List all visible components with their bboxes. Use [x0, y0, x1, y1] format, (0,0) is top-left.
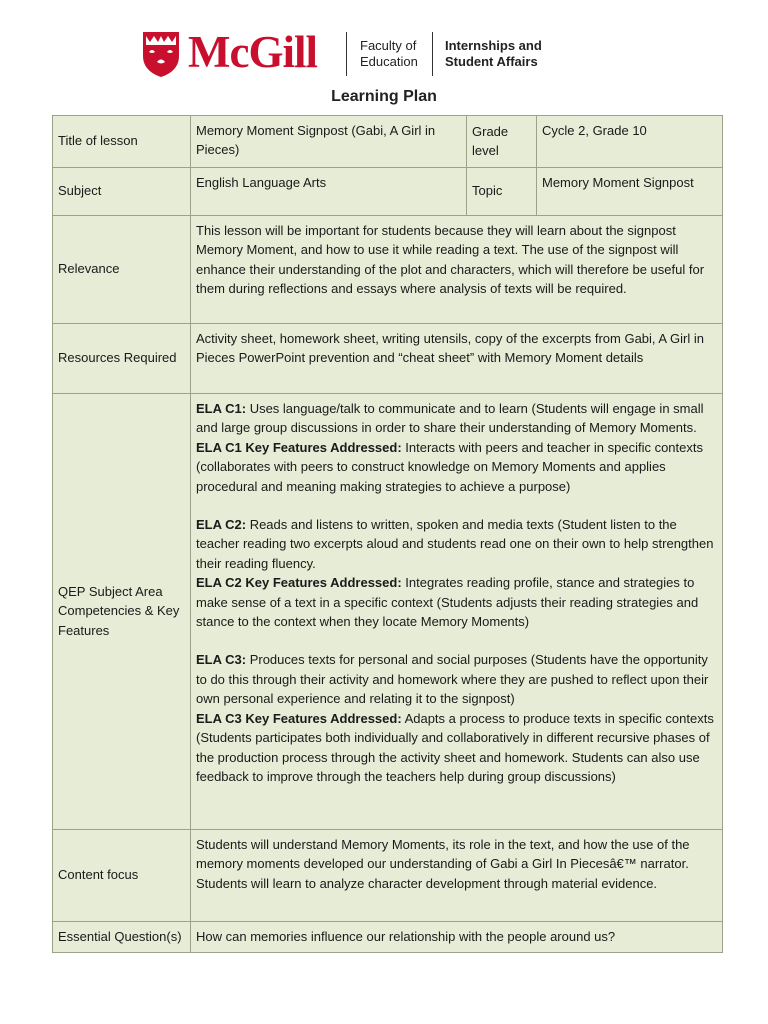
faculty-name — [360, 38, 418, 70]
ela-c3-heading: ELA C3: — [196, 652, 247, 668]
ela-c3 — [196, 650, 716, 708]
ela-c1-text: Uses language/talk to communicate and to learn (Students will engage in small and large group discussions in order to share their understanding of Memory Moments. — [196, 401, 704, 436]
table-row — [53, 116, 723, 168]
unit-line-1: Internships and — [445, 38, 542, 53]
spacer — [196, 631, 716, 650]
topic-label: Topic — [467, 168, 537, 216]
ela-c2-key-features — [196, 573, 716, 631]
essential-question-label: Essential Question(s) — [53, 922, 191, 953]
ela-c3-key-features — [196, 709, 716, 787]
faculty-line-2: Education — [360, 54, 418, 69]
ela-c1-kf-text: Interacts with peers and teacher in specific contexts (collaborates with peers to construct knowledge on Memory Moments and applies procedural and meaning making strategies to achieve a purpose) — [196, 439, 703, 494]
ela-c2-text: Reads and listens to written, spoken and media texts (Student listen to the teacher reading two excerpts aloud and students read one on their own to help strengthen their reading fluency. — [196, 517, 714, 571]
divider — [432, 32, 433, 76]
grade-level-label: Grade level — [467, 116, 537, 168]
table-row — [53, 394, 723, 830]
ela-c2-heading: ELA C2: — [196, 517, 247, 533]
ela-c2-kf-heading: ELA C2 Key Features Addressed: — [196, 575, 402, 591]
table-row — [53, 922, 723, 953]
qep-value — [191, 394, 723, 830]
brand-wordmark: McGill — [188, 27, 317, 77]
mcgill-crest-icon — [142, 30, 180, 78]
page-title: Learning Plan — [331, 88, 437, 105]
qep-label: QEP Subject Area Competencies & Key Features — [53, 394, 191, 830]
relevance-label: Relevance — [53, 216, 191, 324]
content-focus-value: Students will understand Memory Moments, its role in the text, and how the use of the memory moments developed our understanding of Gabi a Girl In Piecesâ€™ narrator. Students will learn to analyze character development through material evidence. — [191, 830, 723, 922]
essential-question-value: How can memories influence our relationship with the people around us? — [191, 922, 723, 953]
header — [142, 26, 622, 82]
resources-value: Activity sheet, homework sheet, writing utensils, copy of the excerpts from Gabi, A Girl in Pieces PowerPoint prevention and “cheat sheet” with Memory Moment details — [191, 324, 723, 394]
spacer — [196, 496, 716, 515]
ela-c2-kf-text: Integrates reading profile, stance and strategies to make sense of a text in a specific context (Students adjusts their reading strategies and stance to the context when they locate Memory Moments) — [196, 575, 699, 630]
divider — [346, 32, 347, 76]
ela-c3-text: Produces texts for personal and social purposes (Students have the opportunity to do this through their activity and homework where they are pushed to reflect upon their own personal experience and relating it to the signpost) — [196, 652, 709, 707]
learning-plan-table — [52, 115, 723, 953]
table-row — [53, 324, 723, 394]
table-row — [53, 216, 723, 324]
unit-name — [445, 38, 542, 70]
ela-c2 — [196, 515, 716, 573]
ela-c1-heading: ELA C1: — [196, 401, 247, 416]
grade-level-value: Cycle 2, Grade 10 — [537, 116, 723, 168]
ela-c1-kf-heading: ELA C1 Key Features Addressed: — [196, 439, 402, 455]
ela-c1-key-features — [196, 438, 716, 496]
table-row — [53, 168, 723, 216]
relevance-value: This lesson will be important for students because they will learn about the signpost Memory Moment, and how to use it while reading a text. The use of the signpost will enhance their understanding of the plot and characters, which will therefore be useful for them during reflections and essays where analysis of texts will be required. — [191, 216, 723, 324]
title-of-lesson-label: Title of lesson — [53, 116, 191, 168]
resources-label: Resources Required — [53, 324, 191, 394]
table-row — [53, 830, 723, 922]
ela-c3-kf-text: Adapts a process to produce texts in specific contexts (Students participates both individually and collaboratively in different recursive phases of the production process through the activity sheet and homework. Students can also use feedback to improve through the teachers help during group discussions) — [196, 710, 714, 784]
faculty-line-1: Faculty of — [360, 38, 417, 53]
ela-c3-kf-heading: ELA C3 Key Features Addressed: — [196, 710, 402, 726]
unit-line-2: Student Affairs — [445, 54, 538, 69]
subject-value: English Language Arts — [191, 168, 467, 216]
ela-c1 — [196, 399, 716, 438]
title-of-lesson-value: Memory Moment Signpost (Gabi, A Girl in Pieces) — [191, 116, 467, 168]
topic-value: Memory Moment Signpost — [537, 168, 723, 216]
subject-label: Subject — [53, 168, 191, 216]
content-focus-label: Content focus — [53, 830, 191, 922]
